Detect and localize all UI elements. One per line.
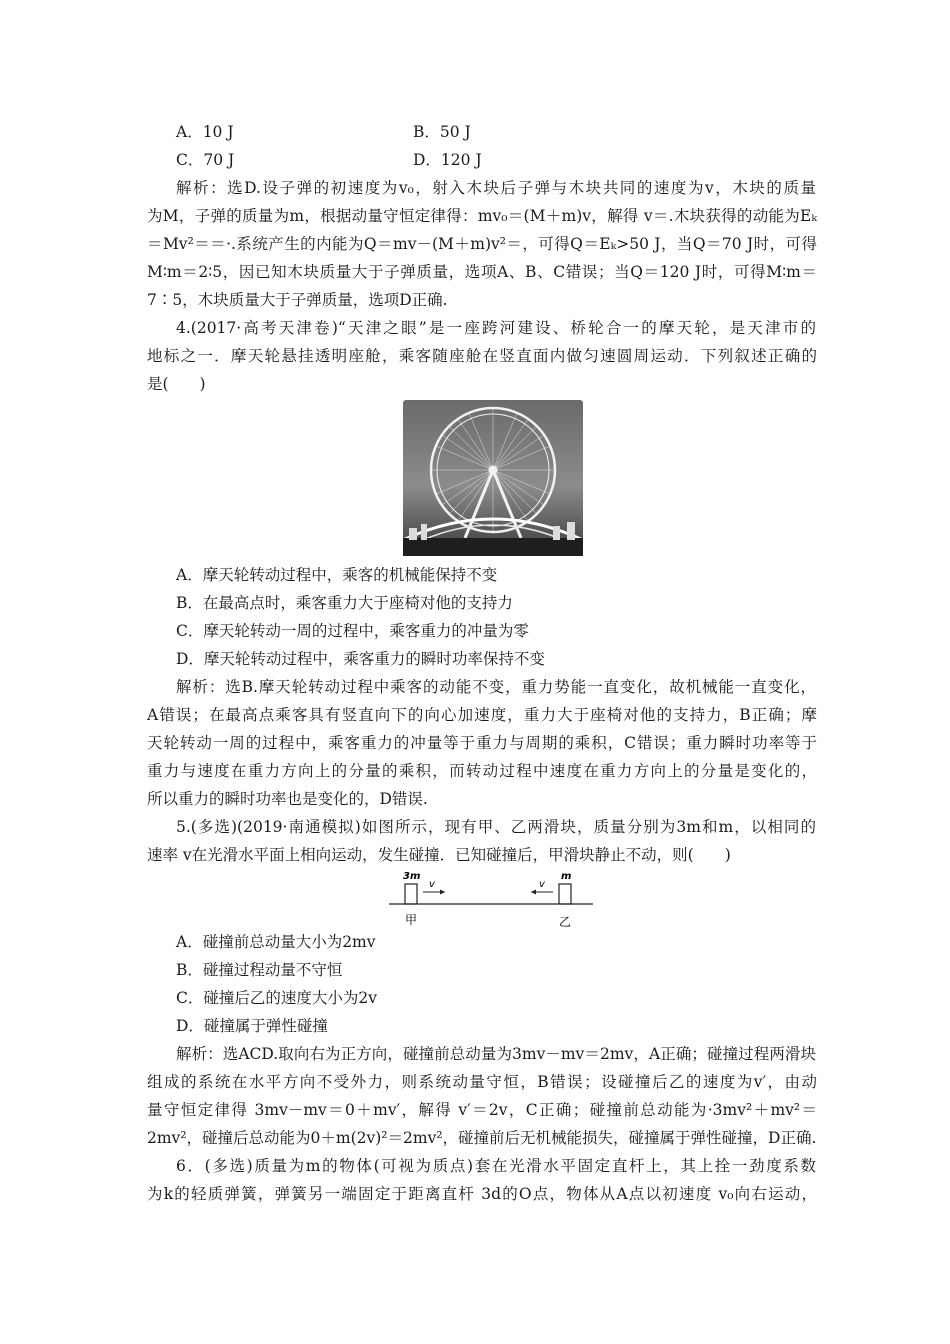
arrow-right-head: [440, 890, 445, 895]
q3-option-a: A．10 J: [176, 123, 234, 141]
q5-analysis-line: 解析：选ACD.取向右为正方向，碰撞前总动量为3mv－mv＝2mv，A正确；碰撞过程两滑块: [176, 1045, 816, 1063]
mass-label-right: m: [561, 871, 572, 882]
q4-analysis-line: 重力与速度在重力方向上的分量的乘积，而转动过程中速度在重力方向上的分量是变化的，: [147, 762, 817, 780]
q4-stem-line: 4.(2017·高考天津卷)“天津之眼”是一座跨河建设、桥轮合一的摩天轮，是天津市的: [176, 319, 816, 337]
ferris-wheel-photo: [403, 400, 583, 556]
q3-analysis-line: 7∶5，木块质量大于子弹质量，选项D正确.: [147, 291, 448, 309]
label-jia: 甲: [405, 913, 418, 927]
q5-stem-line: 速率 v在光滑水平面上相向运动，发生碰撞．已知碰撞后，甲滑块静止不动，则( ): [147, 846, 731, 864]
q4-analysis-line: 解析：选B.摩天轮转动过程中乘客的动能不变，重力势能一直变化，故机械能一直变化，: [176, 678, 816, 696]
q5-analysis-line: 组成的系统在水平方向不受外力，则系统动量守恒，B错误；设碰撞后乙的速度为v′，由动: [147, 1073, 817, 1091]
q5-analysis-line: 量守恒定律得 3mv－mv＝0＋mv′，解得 v′＝2v，C正确；碰撞前总动能为·3mv²＋mv²＝: [147, 1101, 817, 1119]
block-yi: [559, 884, 571, 904]
q3-option-b: B．50 J: [413, 123, 471, 141]
q4-stem-line: 是( ): [147, 375, 206, 393]
q4-analysis-line: 天轮转动一周的过程中，乘客重力的冲量等于重力与周期的乘积，C错误；重力瞬时功率等于: [147, 734, 817, 752]
q4-option-b: B．在最高点时，乘客重力大于座椅对他的支持力: [176, 594, 513, 612]
label-yi: 乙: [559, 915, 572, 929]
arrow-left-head: [531, 890, 536, 895]
q5-option-c: C．碰撞后乙的速度大小为2v: [176, 989, 377, 1007]
q3-analysis-line: 解析：选D.设子弹的初速度为v₀，射入木块后子弹与木块共同的速度为v，木块的质量: [176, 179, 816, 197]
q3-analysis-line: ＝Mv²＝＝·.系统产生的内能为Q＝mv－(M＋m)v²＝，可得Q＝Eₖ>50 J，当Q＝70 J时，可得: [147, 235, 817, 253]
q5-option-d: D．碰撞属于弹性碰撞: [176, 1017, 328, 1035]
q3-analysis-line: M∶m＝2∶5，因已知木块质量大于子弹质量，选项A、B、C错误；当Q＝120 J时，可得M∶m＝: [147, 263, 817, 281]
q5-option-b: B．碰撞过程动量不守恒: [176, 961, 343, 979]
q5-option-a: A．碰撞前总动量大小为2mv: [176, 933, 376, 951]
q6-stem-line: 6．(多选)质量为m的物体(可视为质点)套在光滑水平固定直杆上，其上拴一劲度系数: [176, 1157, 816, 1175]
q5-analysis-line: 2mv²，碰撞后总动能为0＋m(2v)²＝2mv²，碰撞前后无机械能损失，碰撞属于弹性碰撞，D正确.: [147, 1129, 817, 1147]
q4-option-c: C．摩天轮转动一周的过程中，乘客重力的冲量为零: [176, 622, 529, 640]
q4-stem-line: 地标之一．摩天轮悬挂透明座舱，乘客随座舱在竖直面内做匀速圆周运动．下列叙述正确的: [147, 347, 817, 365]
velocity-label-left: v: [429, 879, 435, 890]
q4-option-a: A．摩天轮转动过程中，乘客的机械能保持不变: [176, 566, 498, 584]
q3-option-c: C．70 J: [176, 151, 235, 169]
q4-option-d: D．摩天轮转动过程中，乘客重力的瞬时功率保持不变: [176, 650, 545, 668]
q4-analysis-line: 所以重力的瞬时功率也是变化的，D错误.: [147, 790, 428, 808]
block-jia: [405, 884, 417, 904]
q3-analysis-line: 为M，子弹的质量为m，根据动量守恒定律得：mv₀＝(M＋m)v，解得 v＝.木块获得的动能为Eₖ: [147, 207, 817, 225]
q6-stem-line: 为k的轻质弹簧，弹簧另一端固定于距离直杆 3d的O点，物体从A点以初速度 v₀向右运动，: [147, 1185, 817, 1203]
velocity-label-right: v: [539, 879, 545, 890]
q4-analysis-line: A错误；在最高点乘客具有竖直向下的向心加速度，重力大于座椅对他的支持力，B正确；摩: [147, 706, 817, 724]
q3-option-d: D．120 J: [413, 151, 482, 169]
collision-diagram: [385, 868, 595, 932]
q5-stem-line: 5.(多选)(2019·南通模拟)如图所示，现有甲、乙两滑块，质量分别为3m和m，以相同的: [176, 818, 816, 836]
mass-label-left: 3m: [403, 871, 421, 882]
